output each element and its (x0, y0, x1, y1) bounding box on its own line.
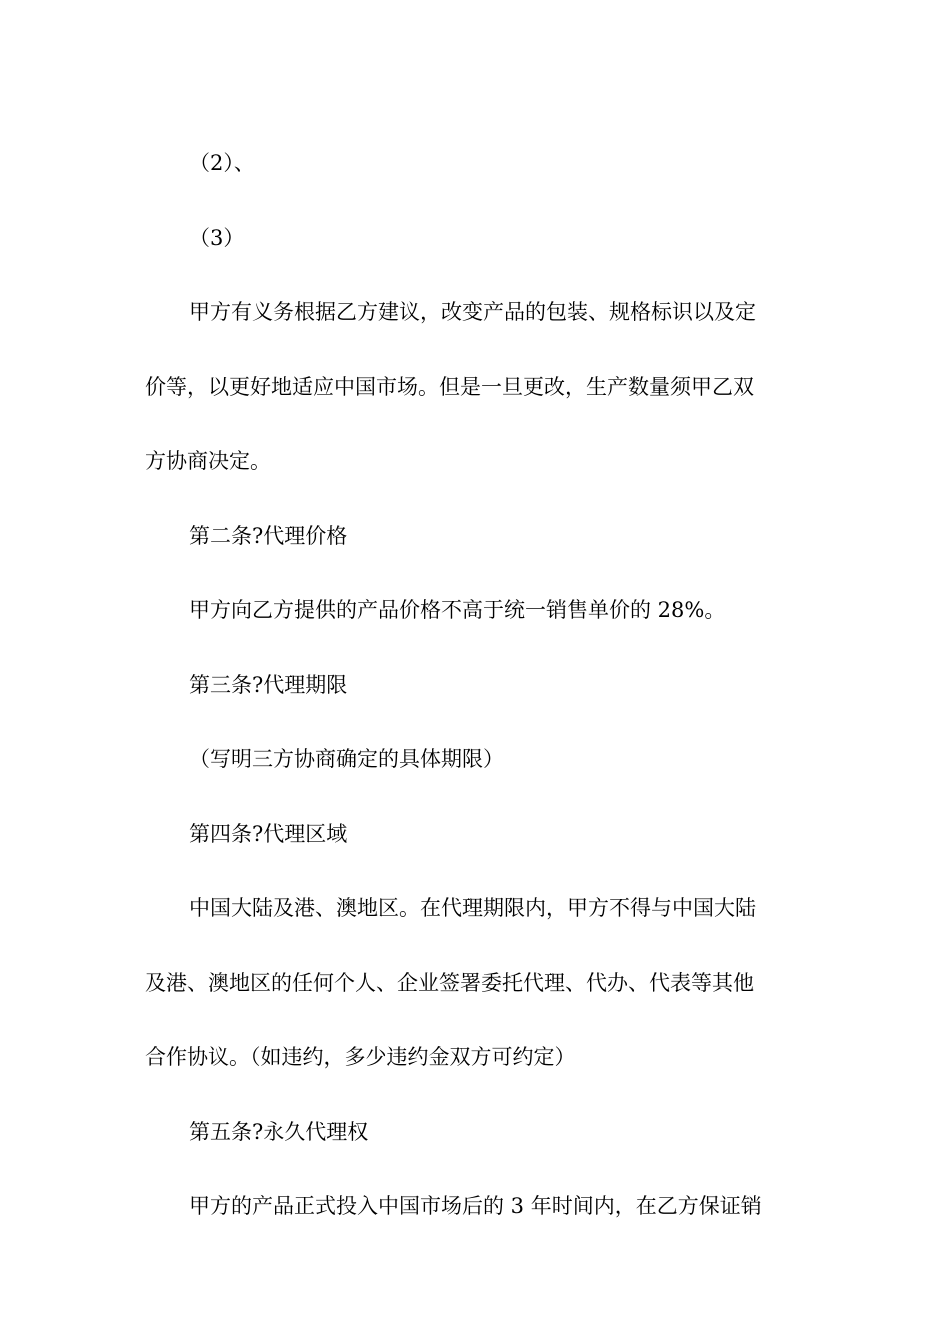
paragraph-line: 价等，以更好地适应中国市场。但是一旦更改，生产数量须甲乙双 (145, 374, 754, 399)
paragraph-line: 甲方的产品正式投入中国市场后的 3 年时间内，在乙方保证销 (189, 1194, 762, 1218)
paragraph-line: （写明三方协商确定的具体期限） (189, 747, 504, 771)
article-heading-3: 第三条?代理期限 (189, 672, 348, 697)
paragraph-line: 甲方向乙方提供的产品价格不高于统一销售单价的 28%。 (189, 598, 726, 622)
article-heading-5: 第五条?永久代理权 (189, 1119, 369, 1144)
document-body (145, 126, 795, 1244)
paragraph-line: 甲方有义务根据乙方建议，改变产品的包装、规格标识以及定 (189, 300, 756, 324)
paragraph-line: 方协商决定。 (145, 449, 271, 473)
paragraph-line: 及港、澳地区的任何个人、企业签署委托代理、代办、代表等其他 (145, 970, 754, 995)
list-item-3: （3） (189, 225, 245, 250)
article-heading-4: 第四条?代理区域 (189, 821, 348, 846)
article-heading-2: 第二条?代理价格 (189, 523, 348, 548)
list-item-2: （2）、 (189, 151, 255, 175)
paragraph-line: 合作协议。（如违约，多少违约金双方可约定） (145, 1045, 576, 1069)
paragraph-line: 中国大陆及港、澳地区。在代理期限内，甲方不得与中国大陆 (189, 896, 756, 920)
